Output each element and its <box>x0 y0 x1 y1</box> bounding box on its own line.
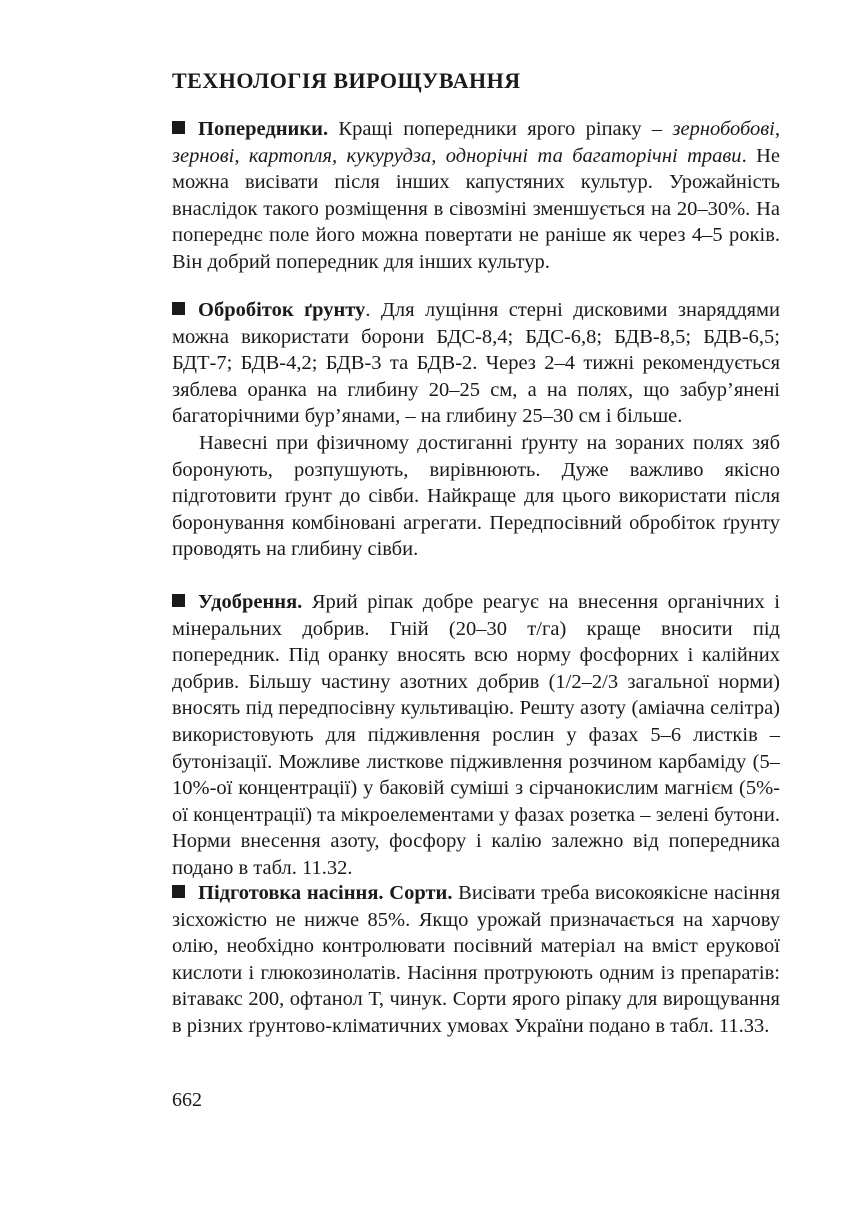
predecessors-title: Попередники. <box>198 118 329 140</box>
section-heading: ТЕХНОЛОГІЯ ВИРОЩУВАННЯ <box>172 68 521 93</box>
fertilizer-paragraph <box>172 589 780 882</box>
fertilizer-title: Удобрення. <box>198 591 303 613</box>
seed-title: Підготовка насіння. Сорти. <box>198 882 453 904</box>
predecessors-crops: зернобобові, зернові, картопля, кукурудза, однорічні та багаторічні трави <box>172 118 780 167</box>
seed-text: Висівати треба високоякісне насіння зісхожістю не нижче 85%. Якщо урожай призначається на харчову олію, необхідно контролювати посівний матеріал на вміст ерукової кислоти і глюкозинолатів. Насіння протруюють одним із препаратів: вітавакс 200, офтанол Т, чинук. Сорти ярого ріпаку для вирощування в різних ґрунтово-кліматичних умовах України подано в табл. 11.33. <box>172 882 780 1037</box>
predecessors-text-after: . Не можна висівати після інших капустяних культур. Урожайність внаслідок такого розміщення в сівозміні зменшується на 20–30%. На попереднє поле його можна повертати не раніше як через 4–5 років. Він добрий попередник для інших культур. <box>172 144 780 273</box>
predecessors-paragraph <box>172 116 780 276</box>
tillage-text: . Для лущіння стерні дисковими знаряддями можна використати борони БДС-8,4; БДС-6,8; БДВ-8,5; БДВ-6,5; БДТ-7; БДВ-4,2; БДВ-3 та БДВ-2. Через 2–4 тижні рекомендується зяблева оранка на глибину 20–25 см, а на полях, що забур’янені багаторічними бур’янами, – на глибину 25–30 см і більше. <box>172 299 781 428</box>
tillage-title: Обробіток ґрунту <box>198 299 366 321</box>
page-number: 662 <box>172 1089 202 1111</box>
fertilizer-text: Ярий ріпак добре реагує на внесення органічних і мінеральних добрив. Гній (20–30 т/га) краще вносити під попередник. Під оранку вносять всю норму фосфорних і калійних добрив. Більшу частину азотних добрив (1/2–2/3 загальної норми) вносять під передпосівну культивацію. Решту азоту (аміачна селітра) використовують для підживлення рослин у фазах 5–6 листків – бутонізації. Можливе листкове підживлення розчином карбаміду (5–10%-ої концентрації) у баковій суміші з сірчанокислим магнієм (5%-ої концентрації) та мікроелементами у фазах розетка – зелені бутони. Норми внесення азоту, фосфору і калію залежно від попередника подано в табл. 11.32. <box>172 591 780 879</box>
seed-paragraph <box>172 880 780 1040</box>
bullet-square-icon <box>172 121 185 134</box>
tillage-section <box>172 297 780 563</box>
tillage-paragraph <box>172 297 780 430</box>
fertilizer-section <box>172 589 780 882</box>
bullet-square-icon <box>172 302 185 315</box>
predecessors-text-before: Кращі попередники ярого ріпаку – <box>328 118 673 140</box>
bullet-square-icon <box>172 885 185 898</box>
bullet-square-icon <box>172 594 185 607</box>
tillage-paragraph-2: Навесні при фізичному достиганні ґрунту на зораних полях зяб боронують, розпушують, вирівнюють. Дуже важливо якісно підготовити ґрунт до сівби. Найкраще для цього використати після боронування комбіновані агрегати. Передпосівний обробіток ґрунту проводять на глибину сівби. <box>172 431 780 561</box>
predecessors-section <box>172 116 780 276</box>
seed-section <box>172 880 780 1040</box>
